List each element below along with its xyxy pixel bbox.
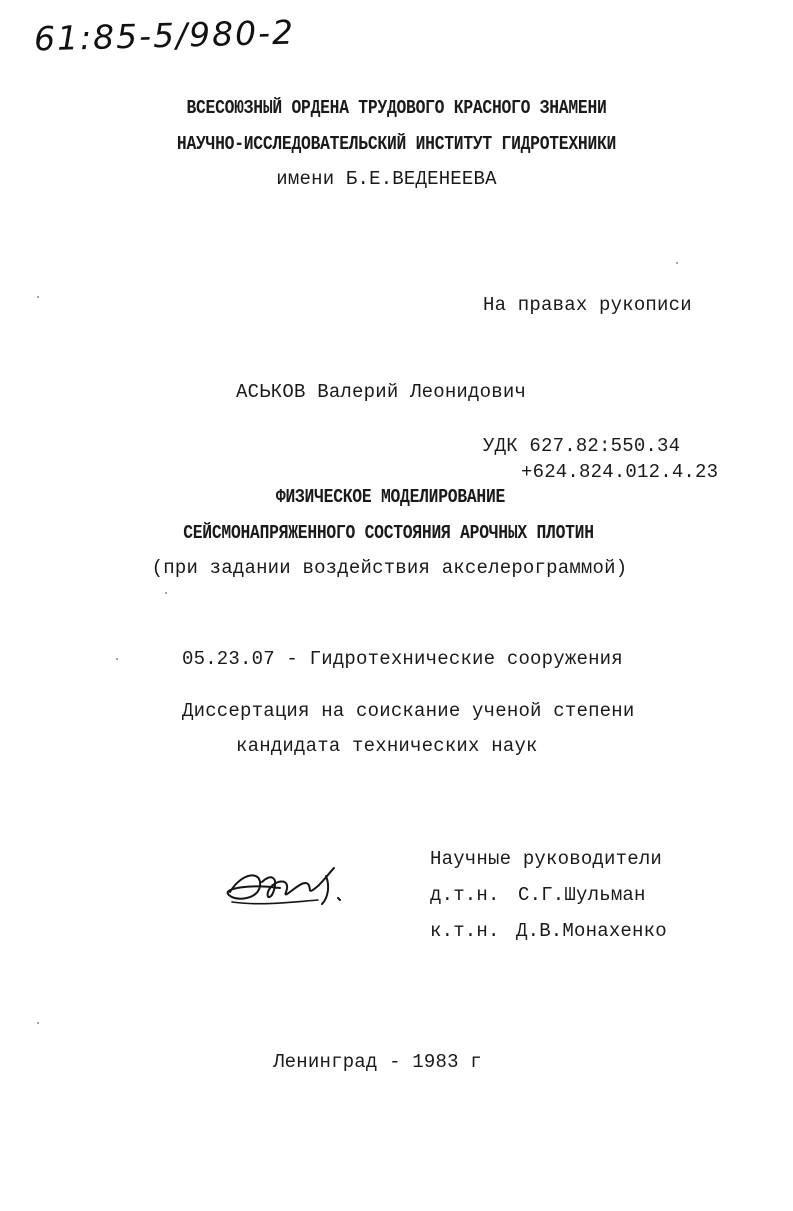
specialty-code: 05.23.07 - Гидротехнические сооружения: [182, 648, 623, 670]
manuscript-note: На правах рукописи: [483, 294, 692, 316]
author-name: АСЬКОВ Валерий Леонидович: [236, 381, 527, 403]
udk-line-1: УДК 627.82:550.34: [483, 435, 681, 457]
supervisor-1-rank: д.т.н.: [430, 884, 500, 906]
title-line-3: (при задании воздействия акселерограммой): [151, 557, 628, 579]
scan-speck: [37, 1022, 39, 1024]
udk-line-2: +624.824.012.4.23: [521, 461, 719, 483]
institute-line-2: НАУЧНО-ИССЛЕДОВАТЕЛЬСКИЙ ИНСТИТУТ ГИДРОТЕХНИКИ: [176, 133, 617, 155]
scan-speck: [676, 262, 678, 264]
title-line-1: ФИЗИЧЕСКОЕ МОДЕЛИРОВАНИЕ: [275, 486, 506, 508]
degree-line-2: кандидата технических наук: [236, 735, 538, 757]
supervisors-heading: Научные руководители: [430, 848, 663, 870]
scan-speck: [116, 658, 118, 660]
scan-speck: [165, 592, 167, 594]
scan-speck: [37, 296, 39, 298]
signature: [222, 862, 372, 912]
handwritten-archive-number: 61:85-5/980-2: [33, 12, 296, 59]
title-line-2: СЕЙСМОНАПРЯЖЕННОГО СОСТОЯНИЯ АРОЧНЫХ ПЛОТИН: [183, 522, 594, 544]
degree-line-1: Диссертация на соискание ученой степени: [182, 700, 635, 722]
place-year: Ленинград - 1983 г: [273, 1051, 482, 1073]
supervisor-2-name: Д.В.Монахенко: [516, 920, 667, 942]
institute-line-1: ВСЕСОЮЗНЫЙ ОРДЕНА ТРУДОВОГО КРАСНОГО ЗНАМЕНИ: [186, 97, 607, 119]
supervisor-1-name: С.Г.Шульман: [518, 884, 646, 906]
supervisor-2-rank: к.т.н.: [430, 920, 500, 942]
institute-line-3: имени Б.Е.ВЕДЕНЕЕВА: [276, 168, 497, 190]
